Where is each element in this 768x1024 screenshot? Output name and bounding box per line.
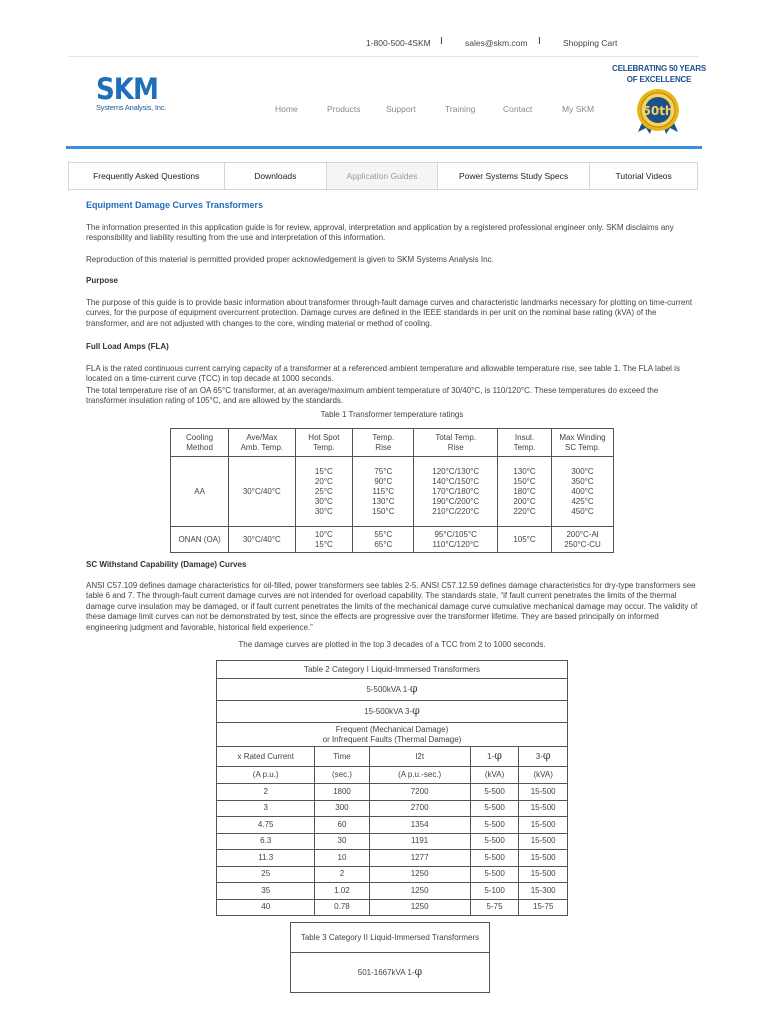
header-cell: Cooling Method: [171, 429, 229, 457]
logo-subtitle: Systems Analysis, Inc.: [96, 103, 167, 112]
table-header-row: [217, 747, 568, 767]
table-cell: 130°C 150°C 180°C 200°C 220°C: [497, 457, 551, 527]
table-cell: 30: [315, 833, 369, 850]
purpose-heading: Purpose: [86, 276, 119, 285]
table-row: [217, 723, 568, 747]
table-row: [217, 883, 568, 900]
tab-power-systems-study-specs[interactable]: Power Systems Study Specs: [438, 163, 591, 189]
table-cell: 300: [315, 800, 369, 817]
table-row: [217, 833, 568, 850]
header-cell: 3-φ: [519, 747, 568, 767]
fla-heading: Full Load Amps (FLA): [86, 342, 169, 351]
table-cell: 15-500kVA 3-φ: [217, 701, 568, 723]
table-cell: 6.3: [217, 833, 315, 850]
header-cell: Insul. Temp.: [497, 429, 551, 457]
table-row: [171, 527, 614, 553]
utility-bar: [0, 38, 768, 52]
header-cell: Hot Spot Temp.: [295, 429, 353, 457]
tab-tutorial-videos[interactable]: Tutorial Videos: [615, 171, 672, 181]
disclaimer-text: The information presented in this application guide is for review, approval, interpretation and application by a registered professional engineer only. SKM disclaims any responsibility and liability resulting from the use and interpretation of this information.: [86, 223, 674, 243]
table-title-row: [291, 923, 490, 953]
seal-text: 50th: [642, 104, 674, 118]
table-cell: 5-500: [470, 866, 519, 883]
table-cell: 60: [315, 817, 369, 834]
transformer-temperature-table: [170, 428, 614, 553]
header-cell: Time: [315, 747, 369, 767]
separator: I: [440, 36, 443, 47]
table-title: Table 2 Category I Liquid-Immersed Transformers: [217, 661, 568, 679]
table-cell: 15-500: [519, 800, 568, 817]
table-cell: 15-500: [519, 817, 568, 834]
category-ii-table: [290, 922, 490, 993]
shopping-cart-link[interactable]: Shopping Cart: [563, 38, 618, 48]
nav-contact[interactable]: Contact: [503, 104, 533, 114]
table-cell: 35: [217, 883, 315, 900]
table-cell: 15-500: [519, 833, 568, 850]
table-cell: 5-500: [470, 850, 519, 867]
tab-faq[interactable]: Frequently Asked Questions: [69, 163, 225, 189]
table-cell: 1277: [369, 850, 470, 867]
table-cell: 75°C 90°C 115°C 130°C 150°C: [353, 457, 414, 527]
unit-cell: (kVA): [519, 767, 568, 784]
table-row: [217, 866, 568, 883]
table-cell: 1191: [369, 833, 470, 850]
table-row: [217, 800, 568, 817]
email-link[interactable]: sales@skm.com: [465, 38, 528, 48]
sc-heading: SC Withstand Capability (Damage) Curves: [86, 560, 247, 569]
header-cell: Max Winding SC Temp.: [552, 429, 614, 457]
table-cell: 120°C/130°C 140°C/150°C 170°C/180°C 190°C/200°C 210°C/220°C: [414, 457, 498, 527]
nav-home[interactable]: Home: [275, 104, 298, 114]
table-title: Table 3 Category II Liquid-Immersed Transformers: [291, 923, 490, 953]
table-cell: 5-500kVA 1-φ: [217, 679, 568, 701]
table-cell: 5-500: [470, 784, 519, 801]
table-cell: 15°C 20°C 25°C 30°C 30°C: [295, 457, 353, 527]
table-cell: 5-500: [470, 833, 519, 850]
table-cell: 15-300: [519, 883, 568, 900]
table-cell: 15-500: [519, 866, 568, 883]
table-cell: 2: [315, 866, 369, 883]
table-row: [217, 784, 568, 801]
header-cell: Temp. Rise: [353, 429, 414, 457]
nav-products[interactable]: Products: [327, 104, 361, 114]
table-cell: 11.3: [217, 850, 315, 867]
table-cell: 10: [315, 850, 369, 867]
table-cell: 300°C 350°C 400°C 425°C 450°C: [552, 457, 614, 527]
table-cell: 30°C/40°C: [229, 457, 295, 527]
table-row: [217, 679, 568, 701]
article-title: Equipment Damage Curves Transformers: [86, 200, 264, 210]
skm-logo[interactable]: [96, 72, 186, 112]
table-row: [217, 850, 568, 867]
reproduction-text: Reproduction of this material is permitted provided proper acknowledgement is given to SKM Systems Analysis Inc.: [86, 255, 494, 264]
table-cell: 10°C 15°C: [295, 527, 353, 553]
table-cell: 1250: [369, 883, 470, 900]
tab-downloads[interactable]: Downloads: [225, 163, 328, 189]
table-cell: 1.02: [315, 883, 369, 900]
header-cell: I2t: [369, 747, 470, 767]
table-row: [171, 457, 614, 527]
table-cell: 2: [217, 784, 315, 801]
table-cell: 1354: [369, 817, 470, 834]
unit-cell: (A p.u.): [217, 767, 315, 784]
phone-link[interactable]: 1-800-500-4SKM: [366, 38, 431, 48]
table-cell: 5-75: [470, 899, 519, 916]
nav-support[interactable]: Support: [386, 104, 416, 114]
unit-cell: (sec.): [315, 767, 369, 784]
nav-training[interactable]: Training: [445, 104, 476, 114]
table-cell: Frequent (Mechanical Damage) or Infrequent Faults (Thermal Damage): [217, 723, 568, 747]
header-cell: 1-φ: [470, 747, 519, 767]
purpose-text: The purpose of this guide is to provide basic information about transformer through-fault damage curves and characteristic landmarks necessary for plotting on time-current curves, for the purpose of equipment overcurrent protection. Damage curves are defined in the IEEE standards in per unit on the nominal base rating (kVA) of the transformer, and are not adjusted with changes to the core, winding material or method of cooling.: [86, 298, 693, 328]
anniversary-line1: CELEBRATING 50 YEARS: [612, 64, 706, 73]
fla-text-2: The total temperature rise of an OA 65°C transformer, at an average/maximum ambient temperature of 30/40°C, is 110/120°C. These temperatures do exceed the transformer insulation rating of 105°C, and are allowed by the standards.: [86, 386, 659, 406]
table-cell: 1250: [369, 866, 470, 883]
table-cell: 5-100: [470, 883, 519, 900]
table-row: [291, 953, 490, 993]
phi-symbol: φ: [414, 965, 423, 978]
logo-mark: SKM: [96, 72, 158, 106]
table-cell: 501-1667kVA 1-φ: [291, 953, 490, 993]
header-cell: Total Temp. Rise: [414, 429, 498, 457]
unit-cell: (A p.u.-sec.): [369, 767, 470, 784]
table-cell: 95°C/105°C 110°C/120°C: [414, 527, 498, 553]
separator: I: [538, 36, 541, 47]
table-cell: 15-500: [519, 850, 568, 867]
table-row: [217, 817, 568, 834]
table-cell: AA: [171, 457, 229, 527]
table-row: [217, 899, 568, 916]
anniversary-seal-icon: [630, 88, 686, 134]
header-rule: [66, 146, 702, 149]
table-title-row: [217, 661, 568, 679]
table-cell: 2700: [369, 800, 470, 817]
table-cell: 4.75: [217, 817, 315, 834]
table-cell: 1250: [369, 899, 470, 916]
table-cell: 5-500: [470, 800, 519, 817]
header-cell: x Rated Current: [217, 747, 315, 767]
phi-symbol: φ: [412, 704, 420, 717]
table-cell: 200°C-Al 250°C-CU: [552, 527, 614, 553]
table-header-row: [171, 429, 614, 457]
table-cell: ONAN (OA): [171, 527, 229, 553]
table-cell: 1800: [315, 784, 369, 801]
phi-symbol: φ: [409, 682, 418, 695]
table-cell: 3: [217, 800, 315, 817]
table-cell: 15-500: [519, 784, 568, 801]
sc-text: ANSI C57.109 defines damage characteristics for oil-filled, power transformers see tables 2-5. ANSI C57.12.59 defines damage characteristics for dry-type transformers see table 6 and 7. The through-fault current damage curves are not intended for overload capability. The standards state, “if fault current penetrates the limits of the thermal damage curve insulation may be damaged, or if fault current penetrates the limits of the mechanical damage curve cumulative mechanical damage may occur. The validity of these damage limit curves can not be demonstrated by test, since the effects are progressive over the transformer lifetime. They are based principally on informed engineering judgment and favorable, historical field experience.”: [86, 581, 698, 632]
fla-text-1: FLA is the rated continuous current carrying capacity of a transformer at a referenced ambient temperature and allowable temperature rise, see table 1. The FLA label is located on a time-current curve (TCC) in top decade at 1000 seconds.: [86, 364, 680, 384]
nav-my-skm[interactable]: My SKM: [562, 104, 595, 114]
header-cell: Ave/Max Amb. Temp.: [229, 429, 295, 457]
unit-cell: (kVA): [470, 767, 519, 784]
table-cell: 15-75: [519, 899, 568, 916]
table-cell: 105°C: [497, 527, 551, 553]
category-i-table: [216, 660, 568, 916]
section-tabs: [68, 162, 698, 190]
table-cell: 55°C 65°C: [353, 527, 414, 553]
table-cell: 7200: [369, 784, 470, 801]
table-cell: 25: [217, 866, 315, 883]
table-row: [217, 701, 568, 723]
table-cell: 40: [217, 899, 315, 916]
table-unit-row: [217, 767, 568, 784]
table-cell: 0.78: [315, 899, 369, 916]
table-cell: 5-500: [470, 817, 519, 834]
divider: [68, 56, 698, 57]
anniversary-line2: OF EXCELLENCE: [626, 75, 692, 84]
sc-plot-note: The damage curves are plotted in the top 3 decades of a TCC from 2 to 1000 seconds.: [238, 640, 546, 649]
table1-caption: Table 1 Transformer temperature ratings: [320, 410, 464, 419]
tab-application-guides[interactable]: Application Guides: [327, 163, 438, 189]
anniversary-text: [612, 63, 706, 85]
table-cell: 30°C/40°C: [229, 527, 295, 553]
